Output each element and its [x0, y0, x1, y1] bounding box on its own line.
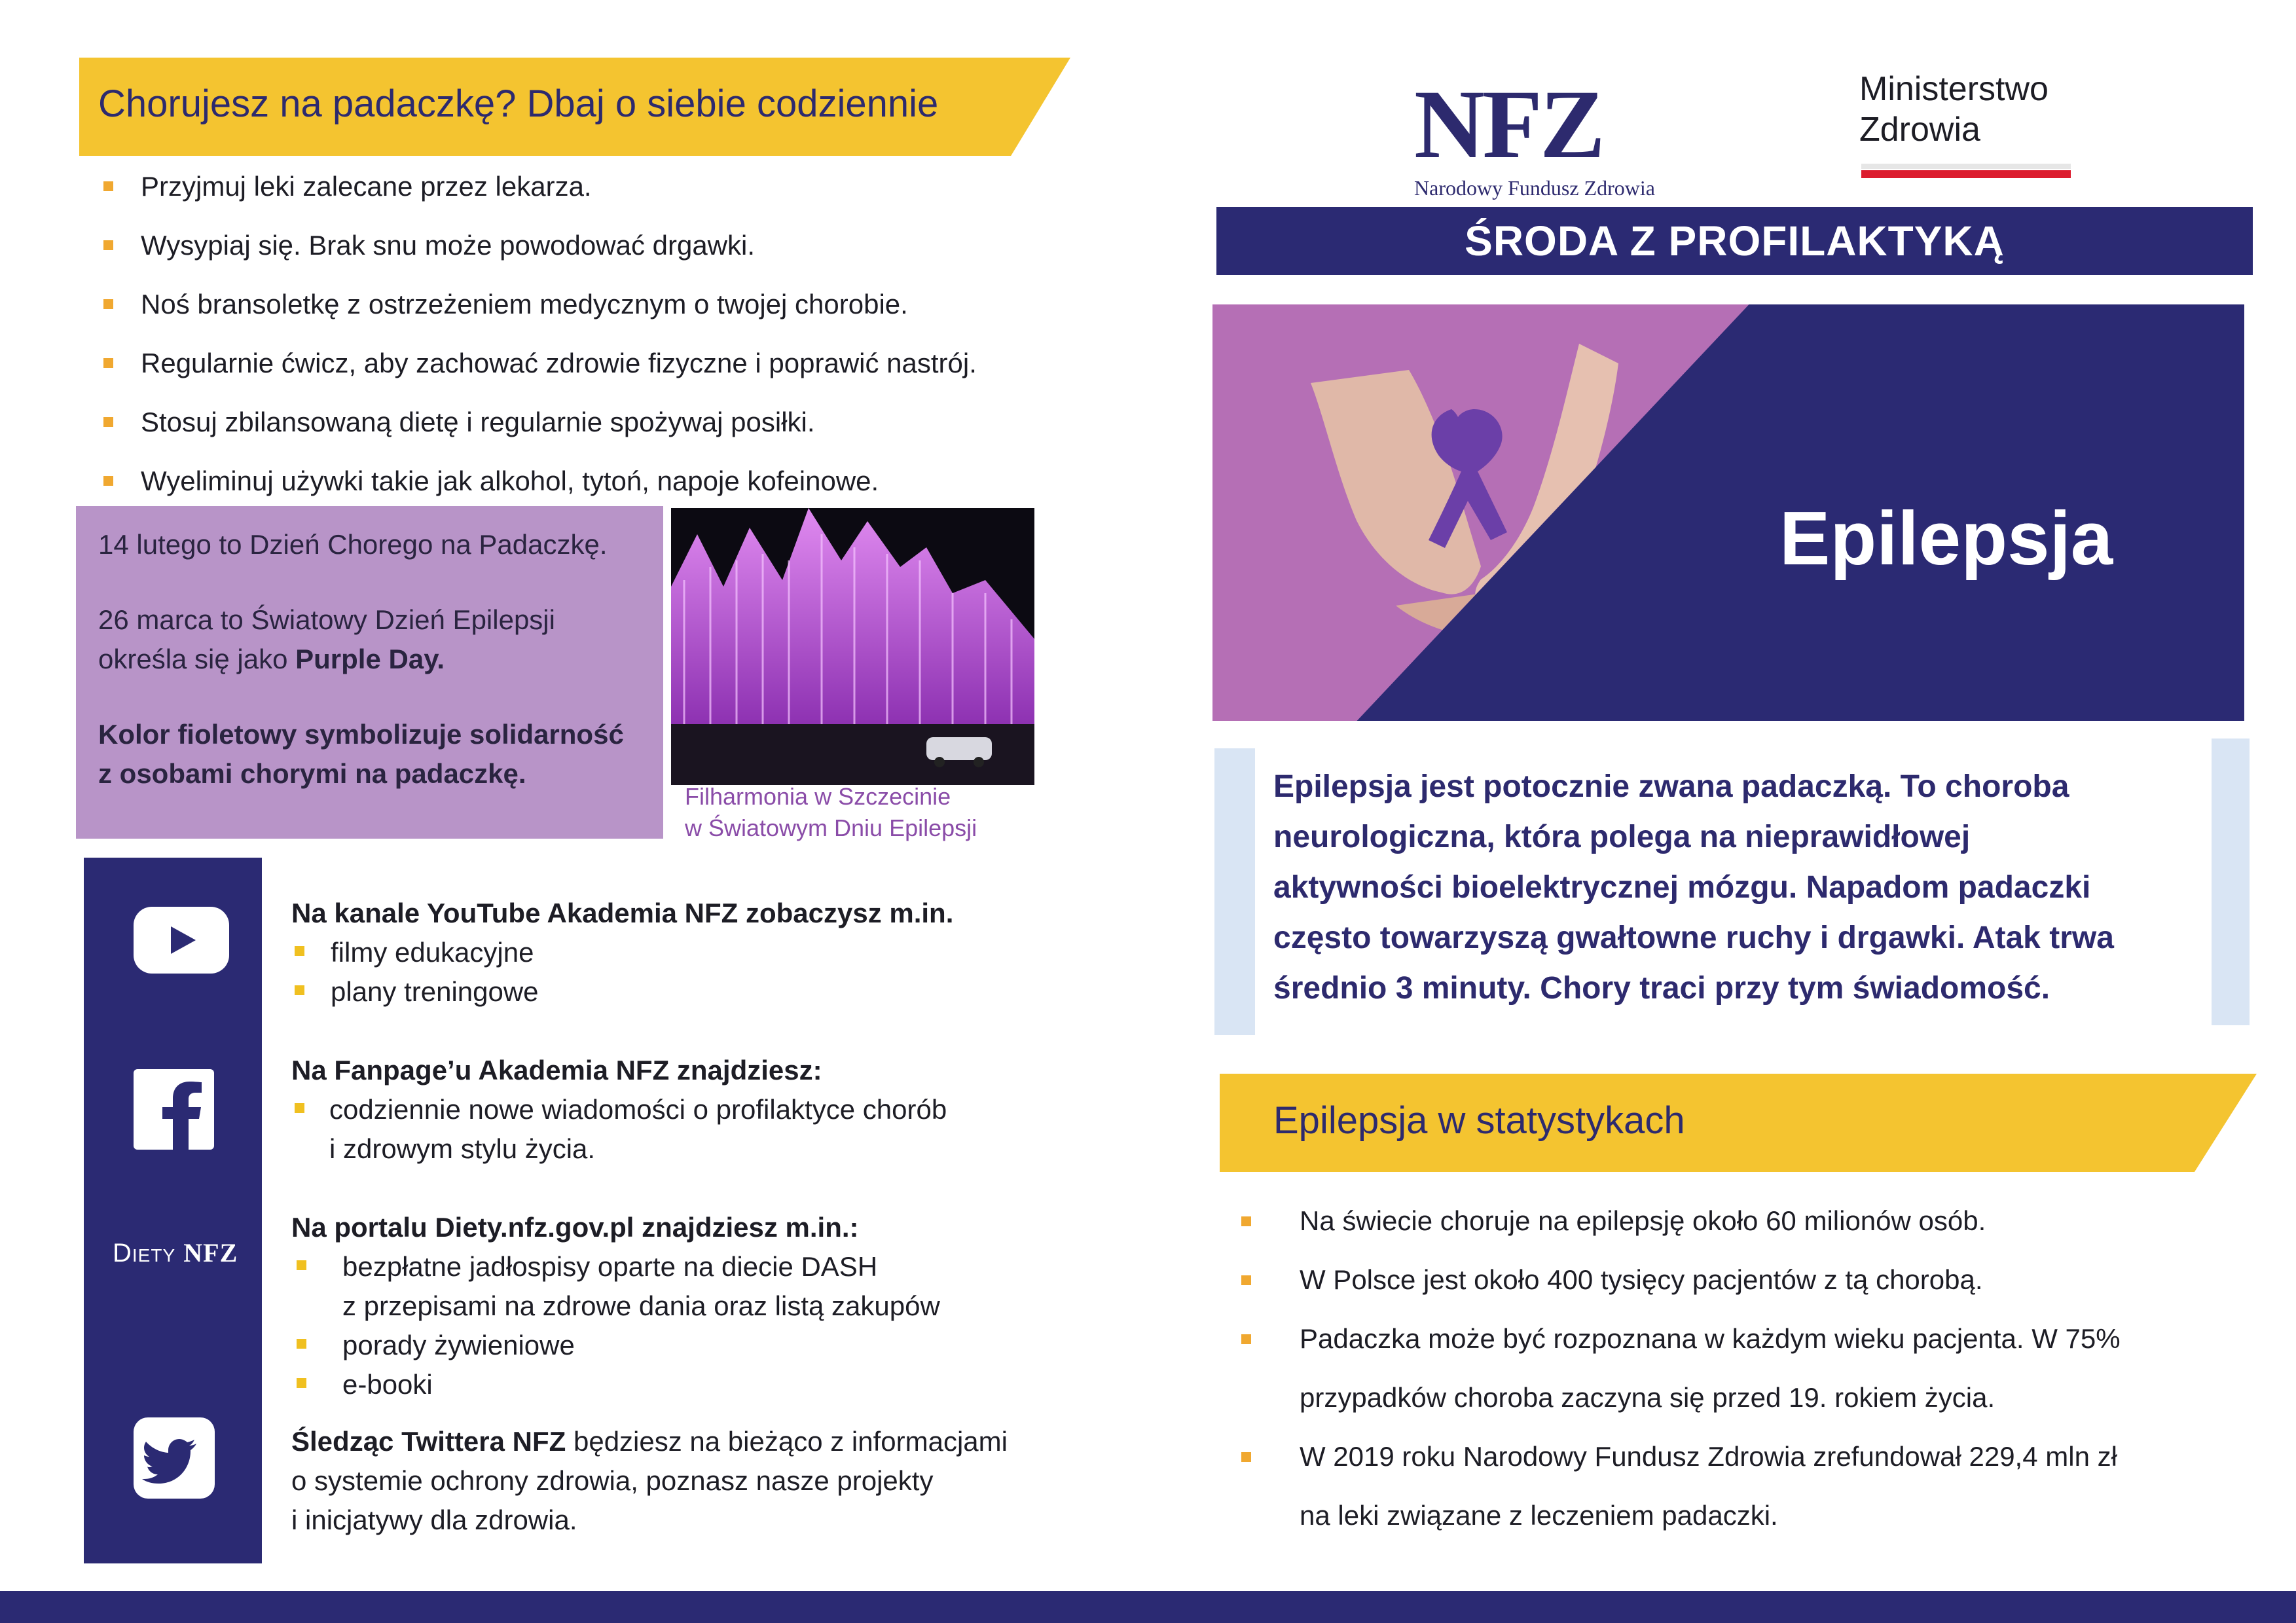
philharmonic-illustration: [671, 508, 1034, 785]
bullet-icon: [1241, 1334, 1251, 1344]
facebook-icon[interactable]: [134, 1069, 214, 1153]
tip-item: Noś bransoletkę z ostrzeżeniem medycznym o twojej chorobie.: [98, 285, 977, 344]
stat-item: Padaczka może być rozpoznana w każdym wieku pacjenta. W 75% przypadków choroba zaczyna się przed 19. rokiem życia.: [1237, 1309, 2121, 1427]
stat-item: W 2019 roku Narodowy Fundusz Zdrowia zrefundował 229,4 mln zł na leki związane z leczeniem padaczki.: [1237, 1427, 2121, 1545]
stats-list: [1237, 1192, 2121, 1545]
bullet-icon: [297, 1378, 306, 1388]
youtube-icon[interactable]: [134, 907, 229, 977]
twitter-icon[interactable]: [134, 1417, 215, 1502]
bullet-icon: [1241, 1275, 1251, 1285]
diety-section: Na portalu Diety.nfz.gov.pl znajdziesz m.in.: bezpłatne jadłospisy oparte na diecie DASH z przepisami na zdrowe dania oraz listą zakupów porady żywieniowe e-booki: [291, 1208, 940, 1404]
youtube-section: Na kanale YouTube Akademia NFZ zobaczysz m.in. filmy edukacyjne plany treningowe: [291, 894, 953, 1012]
bullet-icon: [297, 1339, 306, 1349]
hero-title: Epilepsja: [1779, 496, 2113, 581]
diety-item: e-booki: [291, 1365, 940, 1404]
diety-item: bezpłatne jadłospisy oparte na diecie DASH z przepisami na zdrowe dania oraz listą zakupów: [291, 1247, 940, 1326]
diety-item: porady żywieniowe: [291, 1326, 940, 1365]
bullet-icon: [295, 985, 304, 995]
bullet-icon: [295, 1103, 304, 1113]
tip-item: Stosuj zbilansowaną dietę i regularnie spożywaj posiłki.: [98, 403, 977, 462]
tips-list: [98, 167, 977, 520]
bullet-icon: [103, 240, 113, 250]
twitter-section: Śledząc Twittera NFZ będziesz na bieżąco z informacjami o systemie ochrony zdrowia, poznasz nasze projekty i inicjatywy dla zdrowia.: [291, 1426, 1008, 1535]
nfz-logo: NFZ Narodowy Fundusz Zdrowia: [1414, 70, 1655, 200]
bullet-icon: [1241, 1216, 1251, 1226]
bullet-icon: [297, 1260, 306, 1270]
stat-item: Na świecie choruje na epilepsję około 60 milionów osób.: [1237, 1192, 2121, 1250]
bullet-icon: [1241, 1452, 1251, 1462]
tip-item: Regularnie ćwicz, aby zachować zdrowie fizyczne i poprawić nastrój.: [98, 344, 977, 403]
purple-day-line: 26 marca to Światowy Dzień Epilepsji: [98, 604, 555, 635]
facebook-section: Na Fanpage’u Akademia NFZ znajdziesz: codziennie nowe wiadomości o profilaktyce chorób i zdrowym stylu życia.: [291, 1051, 947, 1169]
facebook-item: codziennie nowe wiadomości o profilaktyce chorób i zdrowym stylu życia.: [291, 1090, 947, 1169]
stats-banner-title: Epilepsja w statystykach: [1273, 1099, 1685, 1142]
tip-item: Wysypiaj się. Brak snu może powodować drgawki.: [98, 226, 977, 285]
bullet-icon: [103, 476, 113, 486]
ministry-of-health-logo: Ministerstwo Zdrowia: [1859, 70, 2049, 149]
purple-day-line: 14 lutego to Dzień Chorego na Padaczkę.: [98, 529, 608, 560]
youtube-item: plany treningowe: [291, 972, 953, 1012]
philharmonic-photo: [671, 508, 1034, 785]
bullet-icon: [103, 358, 113, 368]
youtube-item: filmy edukacyjne: [291, 933, 953, 972]
stat-item: W Polsce jest około 400 tysięcy pacjentów z tą chorobą.: [1237, 1250, 2121, 1309]
purple-day-line: określa się jako Purple Day.: [98, 644, 445, 674]
definition-accent-right: [2212, 739, 2250, 1025]
tip-item: Wyeliminuj używki takie jak alkohol, tytoń, napoje kofeinowe.: [98, 462, 977, 520]
diety-nfz-logo[interactable]: Diety NFZ: [113, 1238, 238, 1267]
bullet-icon: [295, 946, 304, 956]
campaign-title: ŚRODA Z PROFILAKTYKĄ: [1465, 217, 2005, 264]
bullet-icon: [103, 299, 113, 309]
definition-accent-left: [1214, 748, 1255, 1035]
bullet-icon: [103, 417, 113, 427]
footer-bar: [0, 1591, 2296, 1623]
photo-caption: Filharmonia w Szczecinie w Światowym Dniu Epilepsji: [685, 783, 977, 841]
purple-day-box: [76, 506, 663, 839]
purple-day-line: z osobami chorymi na padaczkę.: [98, 758, 526, 789]
tips-banner-title: Chorujesz na padaczkę? Dbaj o siebie codziennie: [98, 82, 939, 125]
purple-day-line: Kolor fioletowy symbolizuje solidarność: [98, 719, 624, 750]
tip-item: Przyjmuj leki zalecane przez lekarza.: [98, 167, 977, 226]
epilepsy-definition: Epilepsja jest potocznie zwana padaczką. To choroba neurologiczna, która polega na nieprawidłowej aktywności bioelektrycznej mózgu. Napadom padaczki często towarzyszą gwałtowne ruchy i drgawki. Atak trwa średnio 3 minuty. Chory traci przy tym świadomość.: [1273, 769, 2114, 1006]
polish-flag-stripe: [1861, 164, 2071, 179]
bullet-icon: [103, 181, 113, 191]
